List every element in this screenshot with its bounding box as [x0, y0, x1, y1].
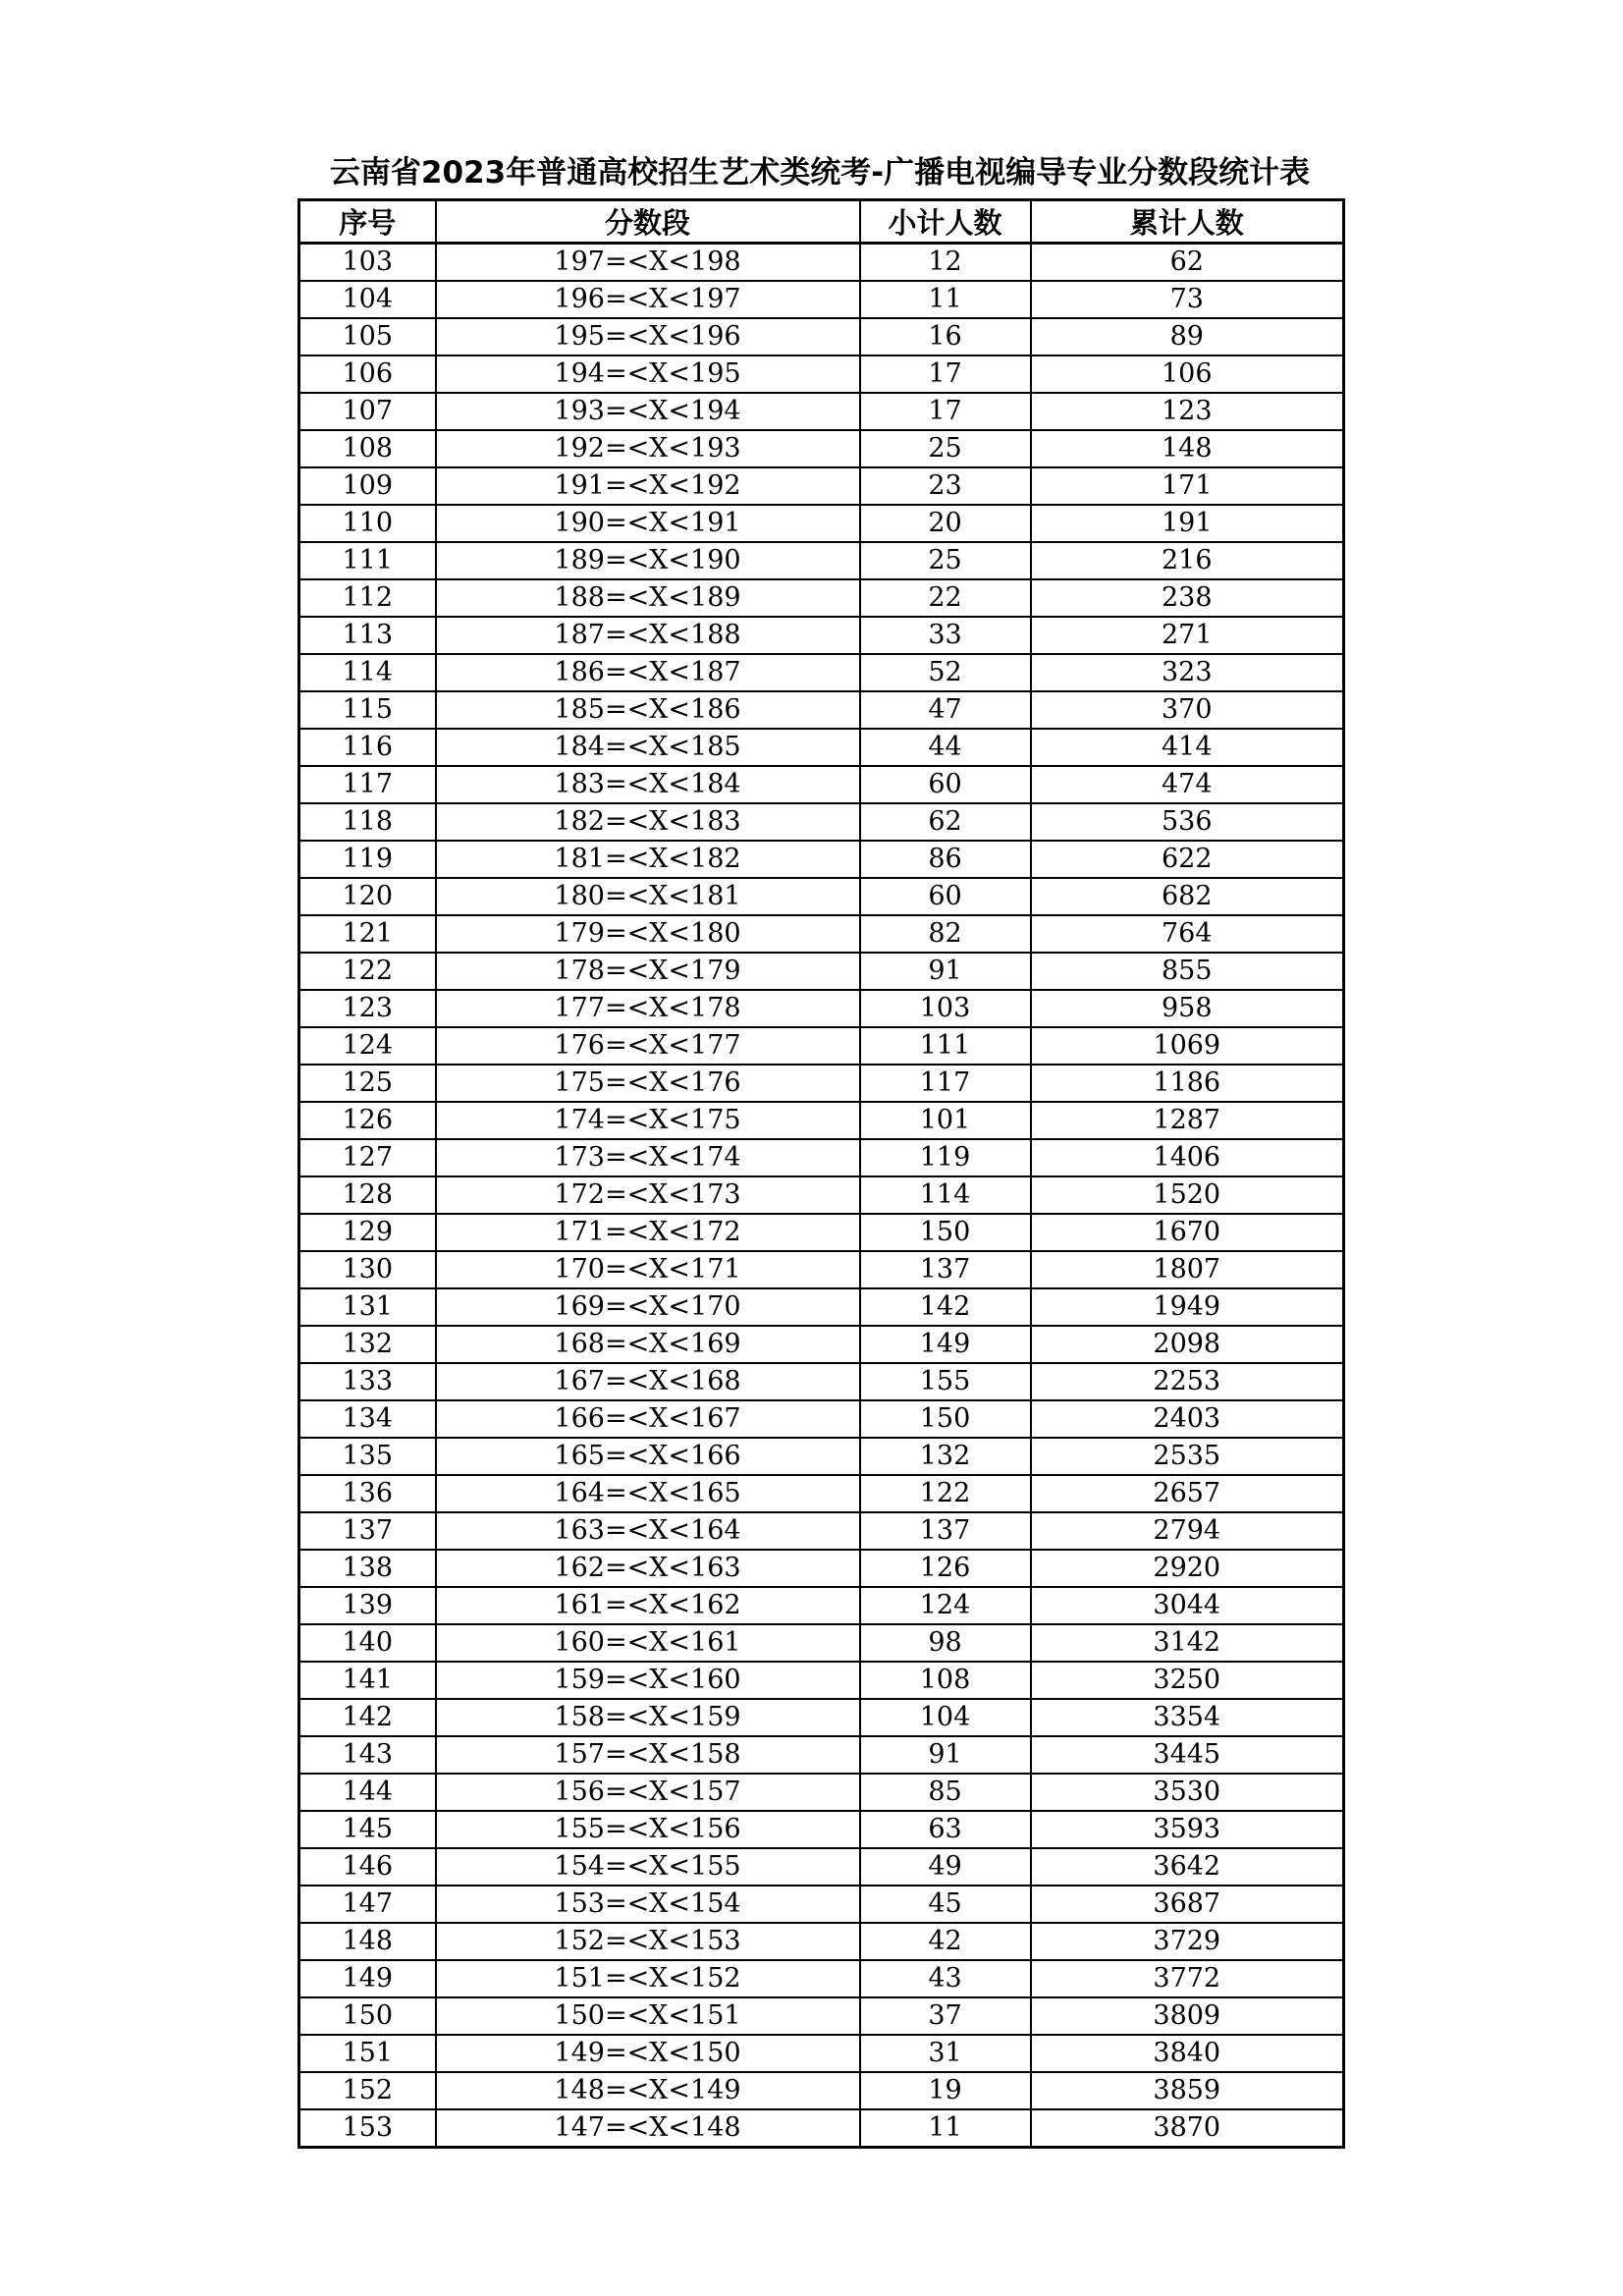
score-range-cell: 177=<X<178 — [436, 990, 860, 1027]
score-range-cell: 153=<X<154 — [436, 1886, 860, 1923]
subtotal-cell: 103 — [860, 990, 1031, 1027]
row-index-cell: 147 — [299, 1886, 436, 1923]
cumulative-cell: 2403 — [1031, 1400, 1344, 1438]
cumulative-cell: 3809 — [1031, 1997, 1344, 2035]
cumulative-cell: 216 — [1031, 542, 1344, 579]
cumulative-cell: 3729 — [1031, 1923, 1344, 1960]
table-row — [299, 1288, 1344, 1326]
table-row — [299, 1699, 1344, 1736]
row-index-cell: 126 — [299, 1102, 436, 1139]
table-row — [299, 1960, 1344, 1997]
table-row — [299, 281, 1344, 318]
cumulative-cell: 1069 — [1031, 1027, 1344, 1065]
score-range-cell: 191=<X<192 — [436, 467, 860, 505]
row-index-cell: 132 — [299, 1326, 436, 1363]
score-range-cell: 194=<X<195 — [436, 355, 860, 393]
cumulative-cell: 3354 — [1031, 1699, 1344, 1736]
subtotal-cell: 25 — [860, 542, 1031, 579]
table-row — [299, 617, 1344, 654]
subtotal-cell: 60 — [860, 878, 1031, 915]
row-index-cell: 123 — [299, 990, 436, 1027]
table-row — [299, 2035, 1344, 2072]
subtotal-cell: 98 — [860, 1624, 1031, 1662]
cumulative-cell: 622 — [1031, 841, 1344, 878]
row-index-cell: 142 — [299, 1699, 436, 1736]
row-index-cell: 113 — [299, 617, 436, 654]
cumulative-cell: 2657 — [1031, 1475, 1344, 1512]
table-row — [299, 654, 1344, 691]
cumulative-cell: 191 — [1031, 505, 1344, 542]
row-index-cell: 110 — [299, 505, 436, 542]
row-index-cell: 151 — [299, 2035, 436, 2072]
score-range-cell: 181=<X<182 — [436, 841, 860, 878]
cumulative-cell: 1287 — [1031, 1102, 1344, 1139]
table-row — [299, 878, 1344, 915]
score-range-cell: 189=<X<190 — [436, 542, 860, 579]
score-table — [298, 198, 1345, 2149]
row-index-cell: 135 — [299, 1438, 436, 1475]
score-range-cell: 161=<X<162 — [436, 1587, 860, 1624]
table-row — [299, 579, 1344, 617]
score-range-cell: 151=<X<152 — [436, 1960, 860, 1997]
row-index-cell: 138 — [299, 1550, 436, 1587]
score-range-cell: 170=<X<171 — [436, 1251, 860, 1288]
score-range-cell: 147=<X<148 — [436, 2109, 860, 2148]
subtotal-cell: 43 — [860, 1960, 1031, 1997]
subtotal-cell: 142 — [860, 1288, 1031, 1326]
row-index-cell: 128 — [299, 1176, 436, 1214]
column-header-subtotal: 小计人数 — [860, 200, 1031, 244]
subtotal-cell: 45 — [860, 1886, 1031, 1923]
row-index-cell: 104 — [299, 281, 436, 318]
score-range-cell: 148=<X<149 — [436, 2072, 860, 2109]
cumulative-cell: 474 — [1031, 766, 1344, 803]
cumulative-cell: 1807 — [1031, 1251, 1344, 1288]
subtotal-cell: 137 — [860, 1512, 1031, 1550]
subtotal-cell: 11 — [860, 2109, 1031, 2148]
row-index-cell: 118 — [299, 803, 436, 841]
subtotal-cell: 111 — [860, 1027, 1031, 1065]
row-index-cell: 143 — [299, 1736, 436, 1774]
score-range-cell: 185=<X<186 — [436, 691, 860, 729]
table-row — [299, 691, 1344, 729]
cumulative-cell: 271 — [1031, 617, 1344, 654]
row-index-cell: 137 — [299, 1512, 436, 1550]
cumulative-cell: 73 — [1031, 281, 1344, 318]
score-range-cell: 160=<X<161 — [436, 1624, 860, 1662]
score-range-cell: 197=<X<198 — [436, 244, 860, 282]
table-row — [299, 1923, 1344, 1960]
cumulative-cell: 536 — [1031, 803, 1344, 841]
subtotal-cell: 44 — [860, 729, 1031, 766]
subtotal-cell: 23 — [860, 467, 1031, 505]
subtotal-cell: 37 — [860, 1997, 1031, 2035]
table-row — [299, 1102, 1344, 1139]
table-row — [299, 2109, 1344, 2148]
subtotal-cell: 114 — [860, 1176, 1031, 1214]
subtotal-cell: 47 — [860, 691, 1031, 729]
subtotal-cell: 132 — [860, 1438, 1031, 1475]
subtotal-cell: 119 — [860, 1139, 1031, 1176]
table-row — [299, 1214, 1344, 1251]
table-row — [299, 1624, 1344, 1662]
row-index-cell: 122 — [299, 953, 436, 990]
table-row — [299, 803, 1344, 841]
row-index-cell: 121 — [299, 915, 436, 953]
score-range-cell: 174=<X<175 — [436, 1102, 860, 1139]
table-row — [299, 1997, 1344, 2035]
score-range-cell: 195=<X<196 — [436, 318, 860, 355]
cumulative-cell: 3687 — [1031, 1886, 1344, 1923]
cumulative-cell: 958 — [1031, 990, 1344, 1027]
table-row — [299, 1662, 1344, 1699]
table-row — [299, 841, 1344, 878]
table-row — [299, 915, 1344, 953]
score-range-cell: 175=<X<176 — [436, 1065, 860, 1102]
cumulative-cell: 1670 — [1031, 1214, 1344, 1251]
table-row — [299, 1027, 1344, 1065]
subtotal-cell: 85 — [860, 1774, 1031, 1811]
cumulative-cell: 3044 — [1031, 1587, 1344, 1624]
table-row — [299, 2072, 1344, 2109]
score-range-cell: 154=<X<155 — [436, 1848, 860, 1886]
subtotal-cell: 82 — [860, 915, 1031, 953]
cumulative-cell: 3445 — [1031, 1736, 1344, 1774]
cumulative-cell: 682 — [1031, 878, 1344, 915]
score-range-cell: 196=<X<197 — [436, 281, 860, 318]
subtotal-cell: 117 — [860, 1065, 1031, 1102]
subtotal-cell: 150 — [860, 1214, 1031, 1251]
row-index-cell: 117 — [299, 766, 436, 803]
score-range-cell: 183=<X<184 — [436, 766, 860, 803]
table-row — [299, 467, 1344, 505]
row-index-cell: 129 — [299, 1214, 436, 1251]
score-range-cell: 169=<X<170 — [436, 1288, 860, 1326]
table-body — [299, 244, 1344, 2148]
row-index-cell: 119 — [299, 841, 436, 878]
cumulative-cell: 3142 — [1031, 1624, 1344, 1662]
row-index-cell: 109 — [299, 467, 436, 505]
cumulative-cell: 323 — [1031, 654, 1344, 691]
table-row — [299, 1251, 1344, 1288]
row-index-cell: 111 — [299, 542, 436, 579]
score-range-cell: 152=<X<153 — [436, 1923, 860, 1960]
table-row — [299, 990, 1344, 1027]
subtotal-cell: 104 — [860, 1699, 1031, 1736]
cumulative-cell: 2098 — [1031, 1326, 1344, 1363]
table-row — [299, 355, 1344, 393]
score-range-cell: 155=<X<156 — [436, 1811, 860, 1848]
subtotal-cell: 33 — [860, 617, 1031, 654]
cumulative-cell: 764 — [1031, 915, 1344, 953]
score-range-cell: 193=<X<194 — [436, 393, 860, 430]
row-index-cell: 134 — [299, 1400, 436, 1438]
cumulative-cell: 2794 — [1031, 1512, 1344, 1550]
cumulative-cell: 1949 — [1031, 1288, 1344, 1326]
row-index-cell: 150 — [299, 1997, 436, 2035]
subtotal-cell: 124 — [860, 1587, 1031, 1624]
table-row — [299, 1550, 1344, 1587]
page-title: 云南省2023年普通高校招生艺术类统考-广播电视编导专业分数段统计表 — [329, 155, 1311, 191]
table-row — [299, 505, 1344, 542]
score-distribution-sheet — [298, 147, 1342, 2149]
table-row — [299, 1363, 1344, 1400]
cumulative-cell: 89 — [1031, 318, 1344, 355]
cumulative-cell: 3772 — [1031, 1960, 1344, 1997]
score-range-cell: 180=<X<181 — [436, 878, 860, 915]
score-range-cell: 167=<X<168 — [436, 1363, 860, 1400]
score-range-cell: 176=<X<177 — [436, 1027, 860, 1065]
table-row — [299, 1326, 1344, 1363]
cumulative-cell: 123 — [1031, 393, 1344, 430]
table-row — [299, 1736, 1344, 1774]
row-index-cell: 115 — [299, 691, 436, 729]
score-range-cell: 168=<X<169 — [436, 1326, 860, 1363]
subtotal-cell: 22 — [860, 579, 1031, 617]
cumulative-cell: 1520 — [1031, 1176, 1344, 1214]
cumulative-cell: 2535 — [1031, 1438, 1344, 1475]
table-header-row — [299, 200, 1344, 244]
row-index-cell: 125 — [299, 1065, 436, 1102]
row-index-cell: 116 — [299, 729, 436, 766]
subtotal-cell: 25 — [860, 430, 1031, 467]
row-index-cell: 106 — [299, 355, 436, 393]
row-index-cell: 149 — [299, 1960, 436, 1997]
table-row — [299, 953, 1344, 990]
table-row — [299, 244, 1344, 282]
score-range-cell: 188=<X<189 — [436, 579, 860, 617]
table-row — [299, 766, 1344, 803]
cumulative-cell: 1406 — [1031, 1139, 1344, 1176]
column-header-score-range: 分数段 — [436, 200, 860, 244]
table-row — [299, 1176, 1344, 1214]
subtotal-cell: 60 — [860, 766, 1031, 803]
subtotal-cell: 149 — [860, 1326, 1031, 1363]
score-range-cell: 171=<X<172 — [436, 1214, 860, 1251]
subtotal-cell: 11 — [860, 281, 1031, 318]
row-index-cell: 141 — [299, 1662, 436, 1699]
table-row — [299, 1774, 1344, 1811]
subtotal-cell: 20 — [860, 505, 1031, 542]
cumulative-cell: 3859 — [1031, 2072, 1344, 2109]
score-range-cell: 173=<X<174 — [436, 1139, 860, 1176]
column-header-index: 序号 — [299, 200, 436, 244]
score-range-cell: 192=<X<193 — [436, 430, 860, 467]
cumulative-cell: 3840 — [1031, 2035, 1344, 2072]
subtotal-cell: 122 — [860, 1475, 1031, 1512]
table-row — [299, 1438, 1344, 1475]
table-row — [299, 1811, 1344, 1848]
subtotal-cell: 150 — [860, 1400, 1031, 1438]
score-range-cell: 166=<X<167 — [436, 1400, 860, 1438]
row-index-cell: 127 — [299, 1139, 436, 1176]
table-row — [299, 1886, 1344, 1923]
row-index-cell: 124 — [299, 1027, 436, 1065]
subtotal-cell: 63 — [860, 1811, 1031, 1848]
cumulative-cell: 2253 — [1031, 1363, 1344, 1400]
score-range-cell: 190=<X<191 — [436, 505, 860, 542]
subtotal-cell: 49 — [860, 1848, 1031, 1886]
score-range-cell: 157=<X<158 — [436, 1736, 860, 1774]
cumulative-cell: 414 — [1031, 729, 1344, 766]
subtotal-cell: 86 — [860, 841, 1031, 878]
subtotal-cell: 52 — [860, 654, 1031, 691]
score-range-cell: 179=<X<180 — [436, 915, 860, 953]
row-index-cell: 145 — [299, 1811, 436, 1848]
score-range-cell: 186=<X<187 — [436, 654, 860, 691]
score-range-cell: 163=<X<164 — [436, 1512, 860, 1550]
row-index-cell: 152 — [299, 2072, 436, 2109]
row-index-cell: 105 — [299, 318, 436, 355]
table-row — [299, 318, 1344, 355]
score-range-cell: 184=<X<185 — [436, 729, 860, 766]
cumulative-cell: 62 — [1031, 244, 1344, 282]
cumulative-cell: 3593 — [1031, 1811, 1344, 1848]
table-row — [299, 1139, 1344, 1176]
score-range-cell: 187=<X<188 — [436, 617, 860, 654]
subtotal-cell: 31 — [860, 2035, 1031, 2072]
row-index-cell: 114 — [299, 654, 436, 691]
subtotal-cell: 62 — [860, 803, 1031, 841]
row-index-cell: 153 — [299, 2109, 436, 2148]
row-index-cell: 120 — [299, 878, 436, 915]
subtotal-cell: 137 — [860, 1251, 1031, 1288]
subtotal-cell: 17 — [860, 355, 1031, 393]
score-range-cell: 158=<X<159 — [436, 1699, 860, 1736]
subtotal-cell: 91 — [860, 953, 1031, 990]
cumulative-cell: 171 — [1031, 467, 1344, 505]
table-row — [299, 1400, 1344, 1438]
subtotal-cell: 155 — [860, 1363, 1031, 1400]
subtotal-cell: 126 — [860, 1550, 1031, 1587]
score-range-cell: 172=<X<173 — [436, 1176, 860, 1214]
score-range-cell: 149=<X<150 — [436, 2035, 860, 2072]
table-row — [299, 1848, 1344, 1886]
score-range-cell: 156=<X<157 — [436, 1774, 860, 1811]
subtotal-cell: 108 — [860, 1662, 1031, 1699]
cumulative-cell: 3250 — [1031, 1662, 1344, 1699]
cumulative-cell: 370 — [1031, 691, 1344, 729]
table-row — [299, 430, 1344, 467]
cumulative-cell: 148 — [1031, 430, 1344, 467]
cumulative-cell: 3642 — [1031, 1848, 1344, 1886]
score-range-cell: 150=<X<151 — [436, 1997, 860, 2035]
cumulative-cell: 1186 — [1031, 1065, 1344, 1102]
cumulative-cell: 2920 — [1031, 1550, 1344, 1587]
row-index-cell: 140 — [299, 1624, 436, 1662]
row-index-cell: 112 — [299, 579, 436, 617]
table-row — [299, 729, 1344, 766]
row-index-cell: 131 — [299, 1288, 436, 1326]
table-row — [299, 393, 1344, 430]
cumulative-cell: 3530 — [1031, 1774, 1344, 1811]
table-row — [299, 1065, 1344, 1102]
table-row — [299, 1512, 1344, 1550]
table-row — [299, 1587, 1344, 1624]
subtotal-cell: 101 — [860, 1102, 1031, 1139]
subtotal-cell: 17 — [860, 393, 1031, 430]
row-index-cell: 148 — [299, 1923, 436, 1960]
score-range-cell: 178=<X<179 — [436, 953, 860, 990]
table-row — [299, 1475, 1344, 1512]
score-range-cell: 159=<X<160 — [436, 1662, 860, 1699]
row-index-cell: 136 — [299, 1475, 436, 1512]
subtotal-cell: 16 — [860, 318, 1031, 355]
subtotal-cell: 91 — [860, 1736, 1031, 1774]
score-range-cell: 182=<X<183 — [436, 803, 860, 841]
row-index-cell: 133 — [299, 1363, 436, 1400]
cumulative-cell: 106 — [1031, 355, 1344, 393]
cumulative-cell: 3870 — [1031, 2109, 1344, 2148]
score-range-cell: 162=<X<163 — [436, 1550, 860, 1587]
cumulative-cell: 855 — [1031, 953, 1344, 990]
row-index-cell: 130 — [299, 1251, 436, 1288]
subtotal-cell: 19 — [860, 2072, 1031, 2109]
score-range-cell: 165=<X<166 — [436, 1438, 860, 1475]
row-index-cell: 144 — [299, 1774, 436, 1811]
table-row — [299, 542, 1344, 579]
row-index-cell: 107 — [299, 393, 436, 430]
row-index-cell: 146 — [299, 1848, 436, 1886]
subtotal-cell: 42 — [860, 1923, 1031, 1960]
column-header-cumulative: 累计人数 — [1031, 200, 1344, 244]
row-index-cell: 108 — [299, 430, 436, 467]
row-index-cell: 103 — [299, 244, 436, 282]
score-range-cell: 164=<X<165 — [436, 1475, 860, 1512]
cumulative-cell: 238 — [1031, 579, 1344, 617]
subtotal-cell: 12 — [860, 244, 1031, 282]
row-index-cell: 139 — [299, 1587, 436, 1624]
